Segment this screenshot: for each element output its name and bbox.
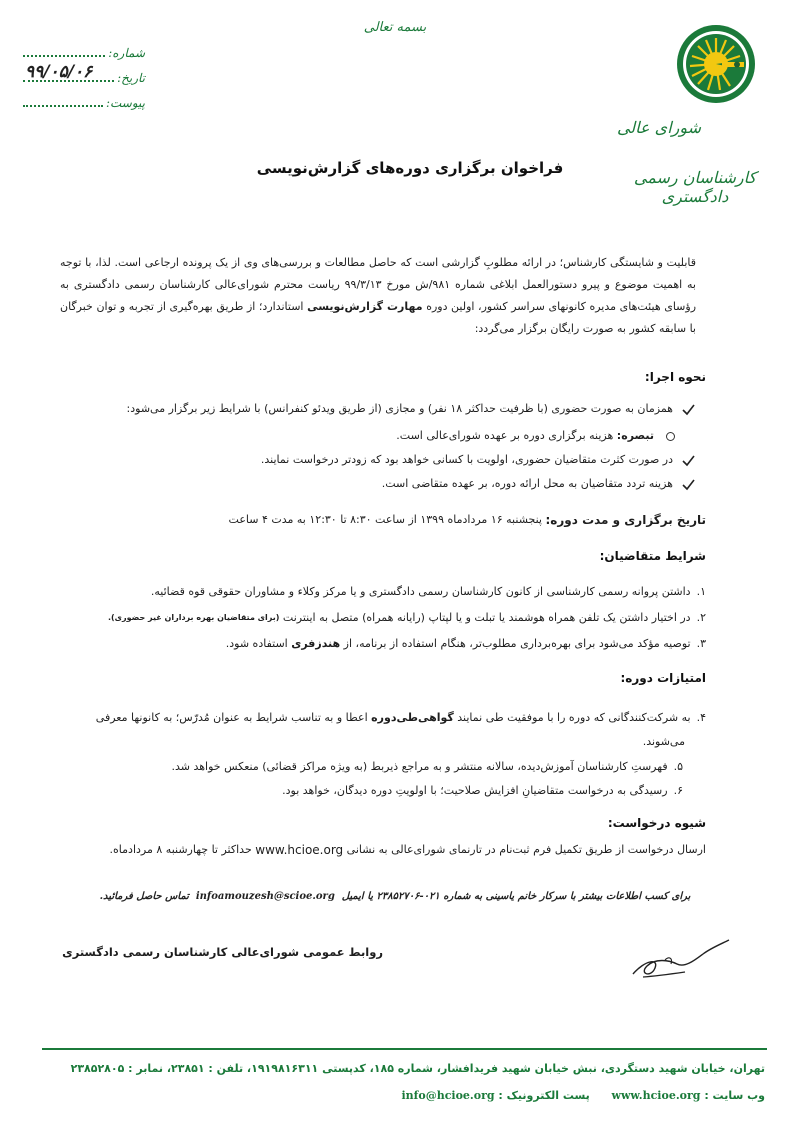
- condition-3-text-a: توصیه مؤکد می‌شود برای بهره‌برداری مطلوب‌تر، هنگام استفاده از برنامه، از: [343, 637, 691, 650]
- org-name-line1: شورای عالی: [616, 118, 702, 137]
- benefit-4-text-a: به شرکت‌کنندگانی که دوره را با موفقیت طی نمایند: [457, 711, 691, 724]
- condition-2-number: ۲.: [696, 611, 706, 624]
- condition-3-bold: هندزفری: [291, 637, 341, 650]
- request-line: [110, 843, 706, 857]
- number-dots: [23, 47, 105, 57]
- benefit-4-text-b: اعطا و به تناسب شرایط به عنوان مُدرّس؛ به کانونها معرفی: [95, 711, 368, 724]
- method-item-3: [382, 477, 695, 491]
- condition-1: [151, 585, 706, 599]
- signoff: روابط عمومی شورای‌عالی کارشناسان رسمی دادگستری: [62, 945, 383, 959]
- condition-2: [108, 611, 706, 625]
- method-heading: نحوه اجرا:: [644, 370, 706, 384]
- conditions-heading: شرایط متقاضیان:: [599, 549, 706, 563]
- request-text-b: حداکثر تا چهارشنبه ۸ مردادماه.: [109, 843, 252, 856]
- footer-email-link[interactable]: info@hcioe.org: [401, 1089, 495, 1102]
- schedule-line: [229, 513, 706, 527]
- signature-image: [625, 930, 735, 985]
- org-name-line2: کارشناسان رسمی دادگستری: [633, 168, 757, 206]
- date-dots: [23, 62, 114, 82]
- schedule-label: تاریخ برگزاری و مدت دوره:: [545, 513, 706, 527]
- attachment-dots: [23, 97, 103, 107]
- check-icon: [682, 478, 695, 491]
- method-item-1: [127, 402, 695, 416]
- benefit-4-text-c: می‌شوند.: [642, 735, 685, 748]
- bismillah: بسمه تعالی: [363, 20, 427, 35]
- condition-3-number: ۳.: [696, 637, 706, 650]
- method-note-label: تبصره:: [616, 429, 654, 442]
- method-note: [396, 429, 675, 443]
- attachment-label: پیوست:: [105, 96, 145, 110]
- attachment-row: [20, 85, 145, 110]
- page-title: فراخوان برگزاری دوره‌های گزارش‌نویسی: [256, 159, 564, 177]
- request-heading: شیوه درخواست:: [607, 816, 706, 830]
- check-icon: [682, 454, 695, 467]
- check-icon: [682, 403, 695, 416]
- request-url-link[interactable]: www.hcioe.org: [255, 843, 344, 857]
- benefits-heading: امتیازات دوره:: [620, 671, 706, 685]
- benefit-5-number: ۵.: [673, 760, 683, 773]
- request-text-a: ارسال درخواست از طریق تکمیل فرم ثبت‌نام در تارنمای شورای‌عالی به نشانی: [346, 843, 706, 856]
- condition-2-note: (برای متقاضیان بهره برداران غیر حضوری).: [107, 613, 280, 622]
- method-item-2-text: در صورت کثرت متقاضیان حضوری، اولویت با کسانی خواهد بود که زودتر درخواست نمایند.: [260, 453, 673, 466]
- benefit-6-text: رسیدگی به درخواست متقاضیانِ افزایش صلاحیت؛ با اولویتِ دوره دیدگان، خواهد بود.: [282, 784, 668, 797]
- benefit-4-continued: [643, 735, 685, 749]
- contact-note: [80, 891, 710, 902]
- contact-text-b: تماس حاصل فرمائید.: [99, 891, 189, 902]
- benefit-4-number: ۴.: [696, 711, 706, 724]
- footer-divider: [42, 1048, 767, 1050]
- contact-text-a: برای کسب اطلاعات بیشتر با سرکار خانم یاسینی به شماره ۰۲۱-۲۳۸۵۲۷۰۶ یا ایمیل: [341, 891, 691, 902]
- benefit-5-text: فهرستِ کارشناسان آموزش‌دیده، سالانه منتشر و به مراجع ذیربط (به ویژه مراکز قضائی) منعکس خواهد شد.: [171, 760, 668, 773]
- intro-bold: مهارت گزارش‌نویسی: [307, 300, 423, 313]
- letter-meta: [20, 35, 145, 110]
- footer-web-email: [40, 1089, 765, 1102]
- footer-address: تهران، خیابان شهید دستگردی، نبش خیابان شهید فریدافشار، شماره ۱۸۵، کدپستی ۱۹۱۹۸۱۶۳۱۱، تلفن : ۲۳۸۵۱، نمابر : ۲۳۸۵۲۸۰۵: [70, 1062, 765, 1075]
- number-row: [20, 35, 145, 60]
- condition-1-number: ۱.: [696, 585, 706, 598]
- method-item-1-text: همزمان به صورت حضوری (با ظرفیت حداکثر ۱۸ نفر) و مجازی (از طریق ویدئو کنفرانس) با شرایط زیر برگزار می‌شود:: [126, 402, 673, 415]
- circle-bullet-icon: [666, 432, 675, 441]
- benefit-6-number: ۶.: [673, 784, 683, 797]
- condition-3: [226, 637, 706, 651]
- date-row: [20, 60, 145, 85]
- council-logo: [676, 24, 756, 104]
- schedule-value: پنجشنبه ۱۶ مردادماه ۱۳۹۹ از ساعت ۸:۳۰ تا ۱۲:۳۰ به مدت ۴ ساعت: [228, 513, 542, 526]
- footer-email-label: پست الکترونیک :: [498, 1089, 590, 1102]
- contact-email-link[interactable]: infoamouzesh@scioe.org: [195, 891, 335, 902]
- benefit-6: [282, 784, 683, 798]
- date-label: تاریخ:: [117, 71, 145, 85]
- condition-2-text: در اختیار داشتن یک تلفن همراه هوشمند یا تبلت و یا لپتاپ (رایانه همراه) متصل به اینترنت: [282, 611, 691, 624]
- intro-text-1: قابلیت و شایستگی کارشناس؛ در ارائه مطلوبِ گزارشی است که حاصل مطالعات و بررسی‌های وی از یک پرونده ارجاعی است. لذا، با توجه به اهمیت موضوع و پیرو دستورالعمل ابلاغی شماره ۹۸۱/ش مورخ ۹۹/۳/۱۳ ریاست محترم شورای‌عالی کارشناسان رسمی دادگستری به رؤسای هیئت‌های مدیره کانونهای سراسر کشور، اولین دوره: [60, 256, 697, 313]
- intro-text-2: استاندارد؛ از طریق بهره‌گیری از تجربه و توان خبرگان با سابقه کشور به صورت رایگان برگزار می‌گردد:: [60, 300, 696, 335]
- method-note-text: هزینه برگزاری دوره بر عهده شورای‌عالی است.: [396, 429, 614, 442]
- method-item-2: [261, 453, 695, 467]
- footer-web-link[interactable]: www.hcioe.org: [611, 1089, 701, 1102]
- date-value: ۹۹/۰۵/۰۶: [25, 62, 93, 82]
- footer-web-label: وب سایت :: [704, 1089, 765, 1102]
- benefit-4-bold: گواهی‌طی‌دوره: [371, 711, 454, 724]
- benefit-5: [172, 760, 684, 774]
- benefit-4: [96, 711, 706, 725]
- condition-3-text-b: استفاده شود.: [225, 637, 288, 650]
- intro-paragraph: [60, 252, 696, 340]
- number-label: شماره:: [108, 46, 145, 60]
- method-item-3-text: هزینه تردد متقاضیان به محل ارائه دوره، بر عهده متقاضی است.: [381, 477, 673, 490]
- condition-1-text: داشتن پروانه رسمی کارشناسی از کانون کارشناسان رسمی دادگستری و یا مرکز وکلاء و مشاوران حقوقی قوه قضائیه.: [150, 585, 691, 598]
